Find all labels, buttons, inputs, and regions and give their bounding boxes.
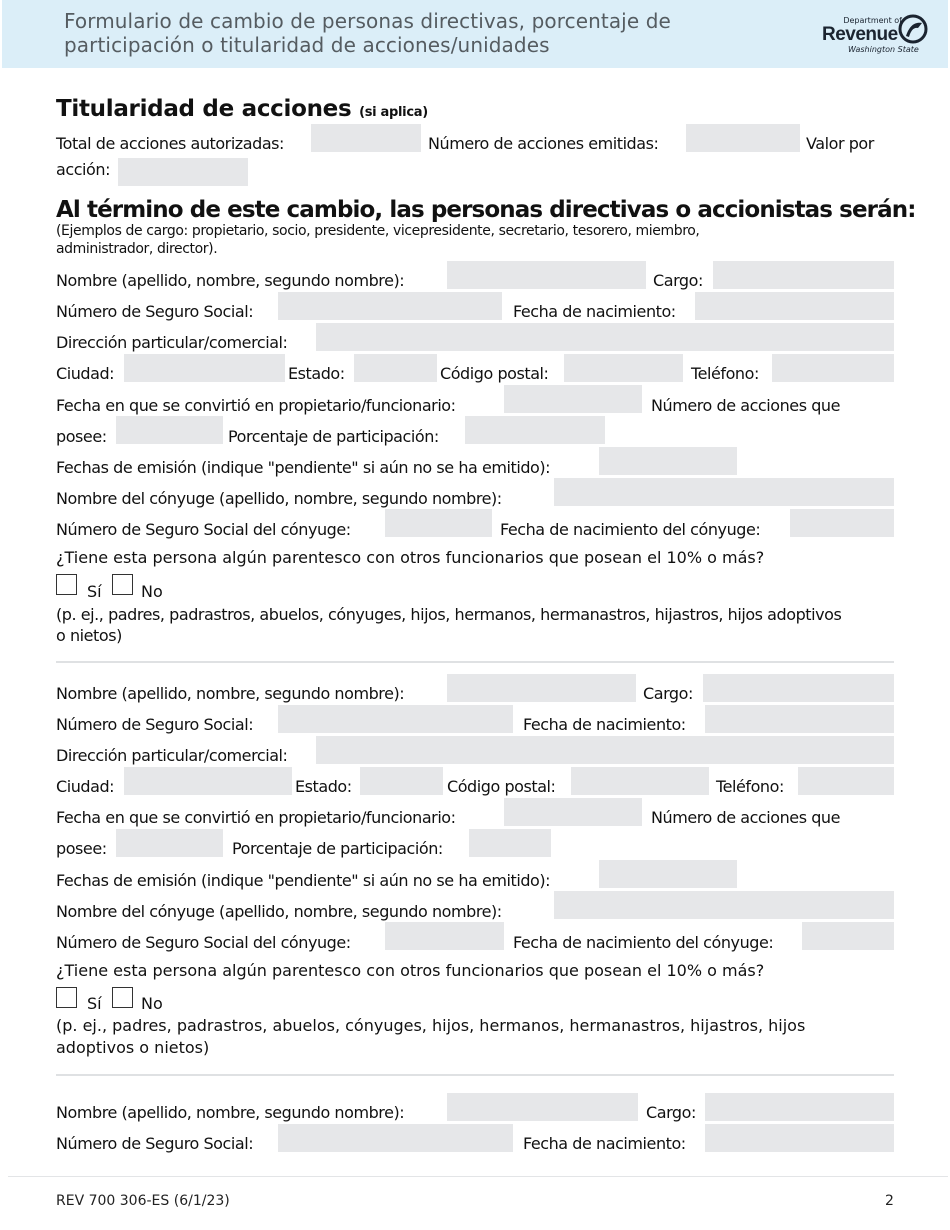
p2-name-field[interactable] [447, 674, 636, 702]
p2-shares-owned-label-2: posee: [56, 839, 107, 858]
dor-logo [822, 14, 932, 58]
p2-zip-label: Código postal: [447, 777, 556, 796]
p2-city-label: Ciudad: [56, 777, 115, 796]
p2-percent-field[interactable] [469, 829, 551, 857]
p1-ssn-label: Número de Seguro Social: [56, 302, 254, 321]
p3-title-label: Cargo: [646, 1103, 696, 1122]
p2-related-question: ¿Tiene esta persona algún parentesco con otros funcionarios que posean el 10% o más? [56, 961, 765, 980]
p1-title-field[interactable] [713, 261, 894, 289]
value-per-share-field[interactable] [118, 158, 248, 186]
p1-related-no-label: No [141, 582, 163, 601]
p2-title-field[interactable] [703, 674, 894, 702]
p2-city-field[interactable] [124, 767, 292, 795]
authorized-shares-label: Total de acciones autorizadas: [56, 134, 285, 153]
p1-spouse-dob-field[interactable] [790, 509, 894, 537]
p2-owner-date-label: Fecha en que se convirtió en propietario/funcionario: [56, 808, 456, 827]
p2-dob-field[interactable] [705, 705, 894, 733]
p1-city-field[interactable] [124, 354, 285, 382]
logo-mark-icon [898, 14, 928, 44]
p2-related-yes-checkbox[interactable] [56, 987, 77, 1008]
p1-issue-dates-label: Fechas de emisión (indique "pendiente" si aún no se ha emitido): [56, 458, 551, 477]
page-header [2, 0, 948, 68]
p2-phone-label: Teléfono: [716, 777, 784, 796]
form-title-line-1: Formulario de cambio de personas directivas, porcentaje de [64, 9, 671, 33]
p2-issue-dates-label: Fechas de emisión (indique "pendiente" si aún no se ha emitido): [56, 871, 551, 890]
footer-divider [8, 1176, 948, 1177]
p1-address-field[interactable] [316, 323, 894, 351]
p1-shares-owned-field[interactable] [116, 416, 223, 444]
p1-dob-field[interactable] [695, 292, 894, 320]
p1-owner-date-field[interactable] [504, 385, 642, 413]
p2-spouse-dob-label: Fecha de nacimiento del cónyuge: [513, 933, 774, 952]
logo-dept-text: Department of [843, 16, 902, 25]
p2-spouse-name-field[interactable] [554, 891, 894, 919]
p1-percent-field[interactable] [465, 416, 605, 444]
p1-city-label: Ciudad: [56, 364, 115, 383]
section-divider-1 [56, 661, 894, 663]
p3-name-label: Nombre (apellido, nombre, segundo nombre): [56, 1103, 405, 1122]
share-ownership-title: Titularidad de acciones [56, 96, 352, 122]
p2-state-field[interactable] [360, 767, 443, 795]
p2-related-yes-label: Sí [87, 994, 102, 1013]
p1-issue-dates-field[interactable] [599, 447, 737, 475]
p1-related-note-2: o nietos) [56, 626, 122, 645]
p2-dob-label: Fecha de nacimiento: [523, 715, 686, 734]
share-ownership-note: (si aplica) [359, 105, 428, 120]
p2-address-field[interactable] [316, 736, 894, 764]
p2-title-label: Cargo: [643, 684, 693, 703]
authorized-shares-field[interactable] [311, 124, 421, 152]
p3-title-field[interactable] [705, 1093, 894, 1121]
p1-related-yes-checkbox[interactable] [56, 574, 77, 595]
value-per-share-label-1: Valor por [806, 134, 874, 153]
p1-state-field[interactable] [354, 354, 437, 382]
p2-zip-field[interactable] [571, 767, 709, 795]
p2-state-label: Estado: [295, 777, 352, 796]
issued-shares-field[interactable] [686, 124, 800, 152]
value-per-share-label-2: acción: [56, 160, 111, 179]
section-divider-2 [56, 1074, 894, 1076]
p2-issue-dates-field[interactable] [599, 860, 737, 888]
p2-spouse-name-label: Nombre del cónyuge (apellido, nombre, segundo nombre): [56, 902, 502, 921]
p2-shares-owned-field[interactable] [116, 829, 223, 857]
p2-related-note-2: adoptivos o nietos) [56, 1038, 210, 1057]
p1-related-question: ¿Tiene esta persona algún parentesco con otros funcionarios que posean el 10% o más? [56, 548, 765, 567]
p3-ssn-label: Número de Seguro Social: [56, 1134, 254, 1153]
p1-dob-label: Fecha de nacimiento: [513, 302, 676, 321]
p1-owner-date-label: Fecha en que se convirtió en propietario/funcionario: [56, 396, 456, 415]
p2-owner-date-field[interactable] [504, 798, 642, 826]
p1-related-yes-label: Sí [87, 582, 102, 601]
p2-related-no-label: No [141, 994, 163, 1013]
p2-related-note-1: (p. ej., padres, padrastros, abuelos, cónyuges, hijos, hermanos, hermanastros, hijastros, hijos [56, 1016, 806, 1035]
p1-title-label: Cargo: [653, 271, 703, 290]
p2-spouse-ssn-field[interactable] [385, 922, 504, 950]
logo-state-text: Washington State [848, 45, 919, 54]
share-ownership-heading [56, 96, 428, 122]
p1-spouse-ssn-label: Número de Seguro Social del cónyuge: [56, 520, 351, 539]
p1-related-note-1: (p. ej., padres, padrastros, abuelos, cónyuges, hijos, hermanos, hermanastros, hijastros, hijos adoptivos [56, 605, 842, 624]
officers-examples-2: administrador, director). [56, 241, 218, 257]
p2-phone-field[interactable] [798, 767, 894, 795]
p1-ssn-field[interactable] [278, 292, 502, 320]
p1-spouse-name-field[interactable] [554, 478, 894, 506]
p1-zip-field[interactable] [564, 354, 683, 382]
officers-examples-1: (Ejemplos de cargo: propietario, socio, presidente, vicepresidente, secretario, tesorero, miembro, [56, 223, 700, 239]
logo-revenue-text: Revenue [822, 24, 898, 45]
p1-zip-label: Código postal: [440, 364, 549, 383]
p2-related-no-checkbox[interactable] [112, 987, 133, 1008]
form-title-line-2: participación o titularidad de acciones/unidades [64, 33, 550, 57]
p2-name-label: Nombre (apellido, nombre, segundo nombre): [56, 684, 405, 703]
p3-name-field[interactable] [447, 1093, 638, 1121]
p1-state-label: Estado: [288, 364, 345, 383]
p2-shares-owned-label-1: Número de acciones que [651, 808, 841, 827]
p2-address-label: Dirección particular/comercial: [56, 746, 288, 765]
p1-address-label: Dirección particular/comercial: [56, 333, 288, 352]
p1-shares-owned-label-2: posee: [56, 427, 107, 446]
p1-spouse-dob-label: Fecha de nacimiento del cónyuge: [500, 520, 761, 539]
p1-phone-label: Teléfono: [691, 364, 759, 383]
p1-name-field[interactable] [447, 261, 646, 289]
p1-related-no-checkbox[interactable] [112, 574, 133, 595]
officers-heading: Al término de este cambio, las personas directivas o accionistas serán: [56, 197, 916, 223]
p1-spouse-name-label: Nombre del cónyuge (apellido, nombre, segundo nombre): [56, 489, 502, 508]
p1-percent-label: Porcentaje de participación: [228, 427, 439, 446]
p1-phone-field[interactable] [772, 354, 894, 382]
p2-ssn-label: Número de Seguro Social: [56, 715, 254, 734]
p2-ssn-field[interactable] [278, 705, 513, 733]
p2-spouse-dob-field[interactable] [802, 922, 894, 950]
p2-spouse-ssn-label: Número de Seguro Social del cónyuge: [56, 933, 351, 952]
p2-percent-label: Porcentaje de participación: [232, 839, 443, 858]
p1-spouse-ssn-field[interactable] [385, 509, 492, 537]
form-id: REV 700 306-ES (6/1/23) [56, 1193, 230, 1209]
p1-name-label: Nombre (apellido, nombre, segundo nombre): [56, 271, 405, 290]
p3-dob-field[interactable] [705, 1124, 894, 1152]
p1-shares-owned-label-1: Número de acciones que [651, 396, 841, 415]
p3-dob-label: Fecha de nacimiento: [523, 1134, 686, 1153]
page-number: 2 [885, 1193, 894, 1209]
p3-ssn-field[interactable] [278, 1124, 513, 1152]
issued-shares-label: Número de acciones emitidas: [428, 134, 659, 153]
